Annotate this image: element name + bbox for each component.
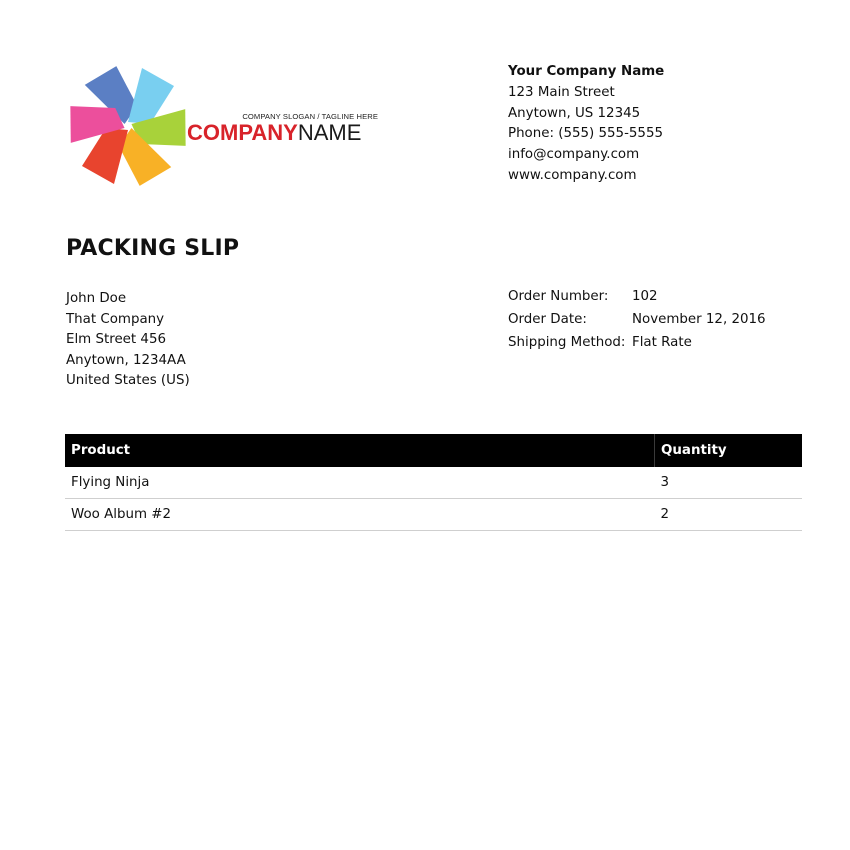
company-phone: Phone: (555) 555-5555	[508, 126, 663, 142]
logo-tagline: COMPANY SLOGAN / TAGLINE HERE	[242, 112, 378, 121]
table-row	[65, 467, 802, 499]
order-date-value: November 12, 2016	[632, 312, 766, 327]
company-name: Your Company Name	[508, 64, 665, 79]
ship-to-name: John Doe	[66, 291, 127, 306]
quantity-column-header: Quantity	[655, 434, 803, 467]
order-info-table	[508, 289, 766, 358]
table-row	[65, 499, 802, 531]
items-table	[65, 434, 802, 531]
items-header-row	[65, 434, 802, 467]
logo-brand-name	[187, 121, 387, 145]
order-number-label: Order Number:	[508, 289, 609, 304]
company-website: www.company.com	[508, 167, 637, 183]
company-city: Anytown, US 12345	[508, 105, 641, 121]
company-street: 123 Main Street	[508, 84, 615, 100]
product-cell: Woo Album #2	[65, 499, 655, 531]
quantity-cell: 2	[655, 499, 803, 531]
document-title: PACKING SLIP	[66, 236, 240, 261]
quantity-cell: 3	[655, 467, 803, 499]
product-column-header: Product	[65, 434, 655, 467]
pinwheel-logo-icon	[70, 62, 190, 190]
logo-brand-word-name: NAME	[297, 120, 362, 145]
logo-text	[187, 112, 387, 145]
ship-to-company: That Company	[66, 311, 165, 327]
product-cell: Flying Ninja	[65, 467, 655, 499]
shipping-method-value: Flat Rate	[632, 335, 692, 350]
company-email: info@company.com	[508, 147, 640, 163]
order-date-label: Order Date:	[508, 312, 587, 327]
shipping-method-label: Shipping Method:	[508, 335, 626, 350]
logo-brand-word-company: COMPANY	[187, 120, 298, 145]
shipping-address-block	[66, 289, 190, 392]
order-number-value: 102	[632, 289, 658, 304]
ship-to-street: Elm Street 456	[66, 332, 166, 348]
shipping-method-row	[508, 335, 766, 358]
order-number-row	[508, 289, 766, 312]
ship-to-city: Anytown, 1234AA	[66, 352, 186, 368]
order-date-row	[508, 312, 766, 335]
ship-to-country: United States (US)	[66, 373, 190, 389]
company-logo	[70, 62, 390, 192]
company-address-block	[508, 62, 664, 187]
